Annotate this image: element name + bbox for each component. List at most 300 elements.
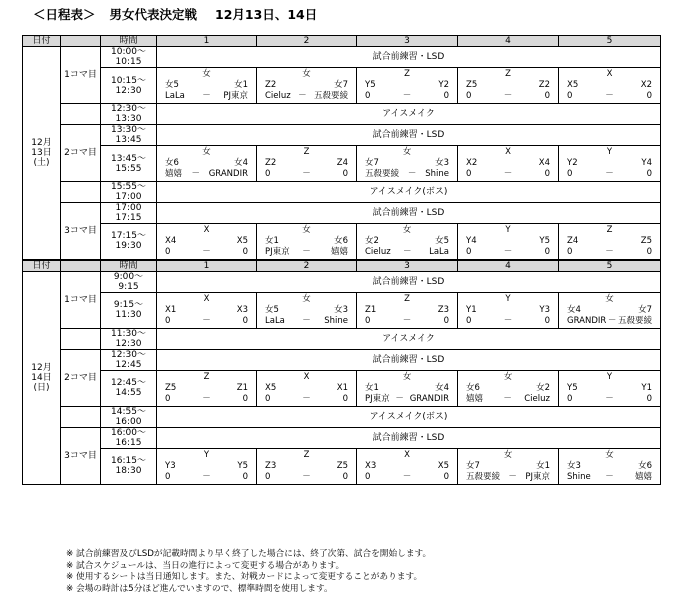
referee-group: X xyxy=(203,224,210,235)
team-2-code: Z3 xyxy=(437,304,449,315)
referee-group: Y xyxy=(203,449,210,460)
team-1-code: X5 xyxy=(567,80,579,90)
referee-group: Y xyxy=(505,224,511,235)
team-1-name: 五殺要綾 xyxy=(365,169,400,179)
team-1-name: Shine xyxy=(567,471,591,482)
match-cell xyxy=(357,370,458,406)
schedule-label: ＜日程表＞ xyxy=(33,7,96,22)
team-1-code: Z4 xyxy=(567,235,579,246)
match-cell xyxy=(559,292,661,328)
time-line: 13:45 xyxy=(115,135,142,145)
team-1-code: 女5 xyxy=(265,304,279,315)
match-card xyxy=(157,294,256,327)
column-header-court: 2 xyxy=(257,36,357,47)
team-2-code: 女7 xyxy=(638,304,652,315)
team-1-code: Z2 xyxy=(265,158,277,168)
team-2-name: 0 xyxy=(544,315,550,326)
column-header-court: 1 xyxy=(157,260,257,272)
team-2-name: 0 xyxy=(443,471,449,482)
team-2-code: 女3 xyxy=(334,304,348,315)
team-1-code: X4 xyxy=(165,235,177,246)
team-1-name: 0 xyxy=(466,315,472,326)
versus-mark: － xyxy=(395,393,404,404)
time-cell xyxy=(101,370,157,406)
team-1-name: 0 xyxy=(567,246,573,257)
team-1-code: X3 xyxy=(365,460,377,471)
schedule-table xyxy=(22,35,661,485)
team-2-code: 女1 xyxy=(234,80,248,90)
match-card xyxy=(257,225,356,258)
referee-group: 女 xyxy=(605,449,614,460)
versus-mark: － xyxy=(298,91,307,101)
activity-cell: 試合前練習・LSD xyxy=(157,271,661,292)
referee-group: Y xyxy=(606,147,613,157)
team-2-code: Z2 xyxy=(538,80,550,90)
team-1-name: 0 xyxy=(567,169,573,179)
versus-mark: － xyxy=(402,91,412,101)
team-1-name: LaLa xyxy=(165,91,185,101)
team-2-name: GRANDIR xyxy=(208,169,248,179)
time-cell xyxy=(101,406,157,427)
team-2-code: 女3 xyxy=(435,158,449,168)
team-2-name: 0 xyxy=(242,471,248,482)
time-cell xyxy=(101,203,157,224)
time-line: 12:30～ xyxy=(111,349,146,360)
time-cell xyxy=(101,271,157,292)
referee-group: 女 xyxy=(202,69,211,79)
column-header-court: 4 xyxy=(458,260,559,272)
activity-row xyxy=(23,349,661,370)
versus-mark: － xyxy=(202,91,211,101)
time-line: 16:15～ xyxy=(111,456,146,466)
column-header-court: 4 xyxy=(458,36,559,47)
team-1-name: Cieluz xyxy=(265,91,291,101)
time-line: 9:00～ xyxy=(113,271,144,282)
versus-mark: － xyxy=(202,393,211,404)
team-2-name: 0 xyxy=(342,393,348,404)
team-2-name: 0 xyxy=(242,315,248,326)
match-cell xyxy=(257,224,357,260)
time-line: 16:00 xyxy=(115,416,142,427)
team-2-name: 五殺要綾 xyxy=(313,91,348,101)
column-header-court: 5 xyxy=(559,36,661,47)
match-cell xyxy=(157,370,257,406)
match-cell xyxy=(559,448,661,484)
team-1-code: 女5 xyxy=(165,80,179,90)
team-1-name: 0 xyxy=(265,169,271,179)
team-1-code: 女4 xyxy=(567,304,581,315)
team-1-code: 女7 xyxy=(365,158,379,168)
team-1-code: Y2 xyxy=(567,158,578,168)
match-cell xyxy=(157,292,257,328)
activity-cell: アイスメイク(ボス) xyxy=(157,182,661,203)
time-line: 19:30 xyxy=(115,241,142,252)
team-2-name: 0 xyxy=(544,169,550,179)
match-card xyxy=(257,69,356,102)
time-cell xyxy=(101,448,157,484)
referee-group: X xyxy=(203,293,210,304)
date-cell xyxy=(23,47,61,260)
activity-row xyxy=(23,271,661,292)
team-2-code: X1 xyxy=(336,382,348,393)
header-row xyxy=(23,260,661,272)
team-1-name: 0 xyxy=(165,315,171,326)
schedule-title xyxy=(33,5,317,23)
versus-mark: － xyxy=(503,393,512,404)
team-2-name: PJ東京 xyxy=(223,91,248,101)
versus-mark: － xyxy=(503,169,513,179)
team-2-name: Cieluz xyxy=(524,393,550,404)
match-card xyxy=(357,372,457,405)
team-2-name: 0 xyxy=(544,246,550,257)
team-2-code: 女4 xyxy=(234,158,248,168)
team-2-name: 0 xyxy=(646,246,652,257)
column-header-court: 3 xyxy=(357,36,458,47)
team-1-code: X1 xyxy=(165,304,177,315)
match-card xyxy=(157,450,256,483)
team-1-name: 嬉嬉 xyxy=(466,393,484,404)
team-1-code: 女2 xyxy=(365,235,379,246)
match-card xyxy=(357,225,457,258)
referee-group: Z xyxy=(505,69,511,79)
team-2-name: Shine xyxy=(425,169,449,179)
time-line: 11:30 xyxy=(115,310,142,320)
date-line: (日) xyxy=(33,382,50,393)
match-card xyxy=(559,372,660,405)
team-2-name: PJ東京 xyxy=(525,471,550,482)
team-1-name: 0 xyxy=(466,169,472,179)
activity-row xyxy=(23,125,661,146)
versus-mark: － xyxy=(503,315,513,326)
team-2-code: Z4 xyxy=(336,158,348,168)
referee-group: Y xyxy=(505,293,511,304)
referee-group: 女 xyxy=(402,371,412,382)
team-2-code: X2 xyxy=(640,80,652,90)
time-cell xyxy=(101,292,157,328)
time-cell xyxy=(101,47,157,68)
versus-mark: － xyxy=(402,315,412,326)
activity-row xyxy=(23,328,661,349)
referee-group: 女 xyxy=(402,224,412,235)
match-card xyxy=(559,294,660,327)
session-cell: 3コマ目 xyxy=(61,427,101,484)
time-line: 10:15 xyxy=(115,57,142,67)
match-cell xyxy=(257,146,357,182)
team-2-code: Y2 xyxy=(438,80,449,90)
time-line: 9:15 xyxy=(118,281,139,292)
column-header-court: 2 xyxy=(257,260,357,272)
time-line: 13:30 xyxy=(115,114,142,124)
match-card xyxy=(157,69,256,102)
team-1-code: 女1 xyxy=(265,235,279,246)
team-2-code: Y1 xyxy=(641,382,652,393)
match-cell xyxy=(458,370,559,406)
team-2-code: X5 xyxy=(437,460,449,471)
versus-mark: － xyxy=(407,169,417,179)
time-cell xyxy=(101,328,157,349)
team-2-code: X5 xyxy=(236,235,248,246)
referee-group: X xyxy=(505,147,511,157)
team-2-name: 0 xyxy=(242,246,248,257)
versus-mark: － xyxy=(302,315,311,326)
team-1-name: 0 xyxy=(165,246,171,257)
match-row xyxy=(23,292,661,328)
time-line: 14:55 xyxy=(115,388,142,398)
activity-cell: 試合前練習・LSD xyxy=(157,125,661,146)
time-line: 11:30～ xyxy=(111,328,146,339)
match-card xyxy=(257,294,356,327)
team-1-name: 0 xyxy=(165,393,171,404)
team-2-name: 0 xyxy=(646,393,652,404)
time-line: 10:15～ xyxy=(111,75,146,86)
team-1-code: 女6 xyxy=(165,158,179,168)
match-card xyxy=(357,294,457,327)
referee-group: Z xyxy=(303,147,310,157)
referee-group: 女 xyxy=(402,147,412,157)
team-1-name: 0 xyxy=(265,471,271,482)
team-2-name: 0 xyxy=(242,393,248,404)
match-cell xyxy=(157,68,257,104)
team-1-code: Z2 xyxy=(265,80,277,90)
time-line: 12:45～ xyxy=(111,378,146,388)
match-cell xyxy=(458,68,559,104)
referee-group: Z xyxy=(303,449,310,460)
activity-row xyxy=(23,203,661,224)
match-row xyxy=(23,146,661,182)
team-2-code: 女7 xyxy=(334,80,348,90)
versus-mark: － xyxy=(605,393,614,404)
date-line: 12月 xyxy=(31,137,52,148)
team-2-name: 0 xyxy=(646,91,652,101)
team-1-name: 0 xyxy=(165,471,171,482)
team-2-name: 0 xyxy=(443,91,449,101)
match-card xyxy=(458,450,558,483)
date-cell xyxy=(23,271,61,484)
activity-cell: 試合前練習・LSD xyxy=(157,349,661,370)
team-2-code: 女4 xyxy=(435,382,449,393)
team-2-code: 女5 xyxy=(435,235,449,246)
versus-mark: － xyxy=(605,471,614,482)
session-cell xyxy=(61,104,101,125)
match-row xyxy=(23,370,661,406)
team-1-code: Y5 xyxy=(365,80,376,90)
event-name: 男女代表決定戦 xyxy=(109,7,198,22)
team-1-name: 0 xyxy=(365,315,371,326)
match-cell xyxy=(458,292,559,328)
team-2-code: 女6 xyxy=(638,460,652,471)
footnote: ※ 会場の時計は5分ほど進んでいますので、標準時間を使用します。 xyxy=(66,583,333,594)
footnote: ※ 試合スケジュールは、当日の進行によって変更する場合があります。 xyxy=(66,560,345,571)
versus-mark: － xyxy=(402,471,412,482)
time-line: 13:30～ xyxy=(111,125,146,135)
versus-mark: － xyxy=(202,471,211,482)
versus-mark: － xyxy=(202,315,211,326)
footnote: ※ 試合前練習及びLSDが記載時間より早く終了した場合には、終了次第、試合を開始します。 xyxy=(66,549,432,559)
event-dates: 12月13日、14日 xyxy=(215,7,318,22)
header-row xyxy=(23,36,661,47)
time-cell xyxy=(101,427,157,448)
versus-mark: － xyxy=(605,91,614,101)
match-card xyxy=(559,69,660,102)
match-cell xyxy=(458,224,559,260)
column-header-court: 1 xyxy=(157,36,257,47)
activity-cell: 試合前練習・LSD xyxy=(157,203,661,224)
activity-row xyxy=(23,427,661,448)
match-card xyxy=(357,147,457,180)
team-2-code: Y5 xyxy=(539,235,550,246)
team-1-name: GRANDIR xyxy=(567,315,607,326)
team-1-name: 0 xyxy=(265,393,271,404)
match-cell xyxy=(357,68,458,104)
team-1-code: Y1 xyxy=(466,304,477,315)
match-cell xyxy=(357,146,458,182)
match-cell xyxy=(257,292,357,328)
team-2-code: 女2 xyxy=(536,382,550,393)
activity-cell: 試合前練習・LSD xyxy=(157,427,661,448)
versus-mark: － xyxy=(605,169,614,179)
team-2-name: GRANDIR xyxy=(409,393,449,404)
activity-cell: アイスメイク xyxy=(157,328,661,349)
versus-mark: － xyxy=(302,471,311,482)
match-card xyxy=(257,372,356,405)
versus-mark: － xyxy=(508,471,517,482)
time-line: 18:30 xyxy=(115,466,142,476)
team-2-code: Y3 xyxy=(539,304,550,315)
team-1-code: Z5 xyxy=(466,80,478,90)
team-1-code: Y3 xyxy=(165,460,176,471)
match-card xyxy=(559,147,660,180)
match-cell xyxy=(458,146,559,182)
team-1-code: 女1 xyxy=(365,382,379,393)
team-1-code: Y5 xyxy=(567,382,578,393)
versus-mark: － xyxy=(503,91,513,101)
match-cell xyxy=(559,224,661,260)
team-1-code: 女3 xyxy=(567,460,581,471)
team-1-name: 0 xyxy=(567,91,573,101)
match-row xyxy=(23,448,661,484)
time-line: 13:45～ xyxy=(111,153,146,164)
versus-mark: － xyxy=(605,246,614,257)
versus-mark: － xyxy=(302,393,311,404)
match-cell xyxy=(357,448,458,484)
session-cell: 2コマ目 xyxy=(61,125,101,182)
match-cell xyxy=(157,146,257,182)
match-row xyxy=(23,68,661,104)
session-cell: 2コマ目 xyxy=(61,349,101,406)
column-header-koma xyxy=(61,260,101,272)
activity-cell: アイスメイク xyxy=(157,104,661,125)
time-line: 12:45 xyxy=(115,359,142,370)
session-cell: 3コマ目 xyxy=(61,203,101,260)
time-line: 17:15～ xyxy=(111,231,146,242)
session-cell: 1コマ目 xyxy=(61,47,101,104)
column-header-court: 3 xyxy=(357,260,458,272)
time-line: 17:15 xyxy=(115,213,142,223)
time-cell xyxy=(101,146,157,182)
team-2-code: 女1 xyxy=(536,460,550,471)
referee-group: X xyxy=(404,449,410,460)
referee-group: 女 xyxy=(302,293,311,304)
column-header-time: 時間 xyxy=(101,260,157,272)
activity-row xyxy=(23,182,661,203)
time-line: 15:55～ xyxy=(111,182,146,192)
date-line: 14日 xyxy=(31,372,52,383)
footnotes xyxy=(66,549,666,595)
session-cell xyxy=(61,406,101,427)
team-1-name: PJ東京 xyxy=(265,246,290,257)
referee-group: X xyxy=(303,371,310,382)
time-line: 10:00～ xyxy=(111,47,146,57)
date-line: 12月 xyxy=(31,362,52,373)
activity-row xyxy=(23,47,661,68)
match-cell xyxy=(458,448,559,484)
time-line: 16:15 xyxy=(115,437,142,448)
time-line: 12:30 xyxy=(115,338,142,349)
match-cell xyxy=(257,370,357,406)
time-line: 15:55 xyxy=(115,163,142,174)
versus-mark: － xyxy=(503,246,513,257)
versus-mark: － xyxy=(403,246,412,257)
match-card xyxy=(257,147,356,180)
team-2-name: 五殺要綾 xyxy=(617,315,652,326)
time-line: 12:30 xyxy=(115,85,142,96)
time-line: 14:55～ xyxy=(111,406,146,417)
time-line: 9:15～ xyxy=(113,300,144,310)
team-2-name: 嬉嬉 xyxy=(634,471,652,482)
time-cell xyxy=(101,125,157,146)
activity-row xyxy=(23,406,661,427)
referee-group: 女 xyxy=(503,371,513,382)
time-cell xyxy=(101,104,157,125)
match-card xyxy=(458,294,558,327)
referee-group: Z xyxy=(404,69,410,79)
team-2-name: 0 xyxy=(443,315,449,326)
team-2-code: Y4 xyxy=(641,158,652,168)
team-1-name: 五殺要綾 xyxy=(466,471,501,482)
team-1-name: 0 xyxy=(567,393,573,404)
match-card xyxy=(357,69,457,102)
team-1-code: 女7 xyxy=(466,460,480,471)
match-cell xyxy=(157,448,257,484)
team-1-code: Z1 xyxy=(365,304,377,315)
team-1-name: LaLa xyxy=(265,315,285,326)
team-2-name: 0 xyxy=(646,169,652,179)
referee-group: 女 xyxy=(605,293,614,304)
versus-mark: － xyxy=(202,246,211,257)
column-header-date: 日付 xyxy=(23,36,61,47)
match-row xyxy=(23,224,661,260)
referee-group: Z xyxy=(404,293,410,304)
match-card xyxy=(458,69,558,102)
team-2-code: Z5 xyxy=(640,235,652,246)
team-1-code: 女6 xyxy=(466,382,480,393)
team-2-name: Shine xyxy=(324,315,348,326)
versus-mark: － xyxy=(607,315,617,326)
team-1-code: X5 xyxy=(265,382,277,393)
referee-group: Z xyxy=(606,224,613,235)
time-line: 12:30～ xyxy=(111,104,146,114)
team-1-name: Cieluz xyxy=(365,246,391,257)
referee-group: 女 xyxy=(302,224,311,235)
team-1-name: 嬉嬉 xyxy=(165,169,183,179)
match-card xyxy=(357,450,457,483)
match-card xyxy=(157,147,256,180)
team-2-name: 嬉嬉 xyxy=(330,246,348,257)
column-header-koma xyxy=(61,36,101,47)
time-cell xyxy=(101,182,157,203)
time-line: 17:00 xyxy=(115,192,142,202)
match-cell xyxy=(257,448,357,484)
